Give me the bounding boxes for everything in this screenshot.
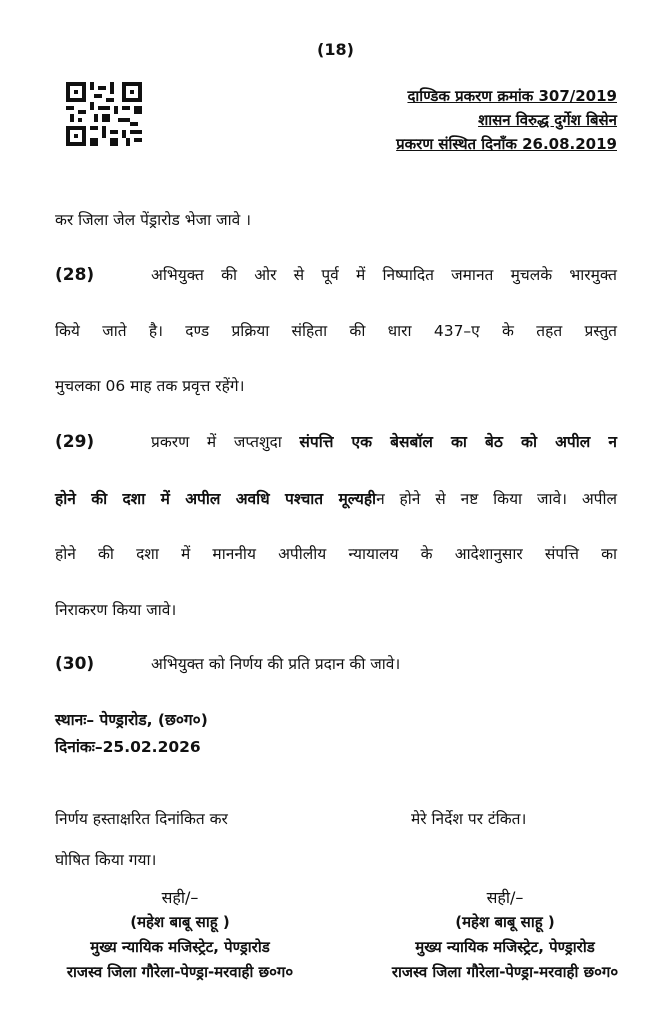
para-29-line-2 [55, 487, 617, 509]
para-30-line-1 [55, 652, 400, 674]
declared-statement: घोषित किया गया। [55, 851, 157, 869]
para-text: न होने से नष्ट किया जावे। अपील [376, 490, 617, 508]
case-parties: शासन विरुद्ध दुर्गेश बिसेन [478, 111, 617, 129]
signature-block-right [355, 885, 655, 985]
para-28-line-3: मुचलका 06 माह तक प्रवृत्त रहेंगे। [55, 377, 245, 395]
signatory-district: राजस्व जिला गौरेला-पेण्ड्रा-मरवाही छ०ग० [391, 963, 619, 981]
signed-statement: निर्णय हस्ताक्षरित दिनांकित कर [55, 810, 228, 828]
para-28-line-2: किये जाते है। दण्ड प्रक्रिया संहिता की धारा 437–ए के तहत प्रस्तुत [55, 322, 617, 340]
signatory-title: मुख्य न्यायिक मजिस्ट्रेट, पेण्ड्रारोड [415, 938, 595, 956]
signatory-name: (महेश बाबू साहू ) [130, 913, 230, 931]
case-number: दाण्डिक प्रकरण क्रमांक 307/2019 [407, 87, 617, 105]
date: दिनांकः–25.02.2026 [55, 738, 201, 756]
qr-code [66, 82, 142, 146]
para-29-line-1 [55, 430, 617, 452]
typed-statement: मेरे निर्देश पर टंकित। [411, 810, 527, 828]
case-instituted-date: प्रकरण संस्थित दिनाँक 26.08.2019 [396, 135, 617, 153]
signature-block-left [30, 885, 330, 985]
signatory-name: (महेश बाबू साहू ) [455, 913, 555, 931]
para-29-line-4: निराकरण किया जावे। [55, 601, 177, 619]
signature-mark: सही/– [161, 888, 199, 907]
para-text: प्रकरण में जप्तशुदा [151, 433, 300, 451]
body-line: कर जिला जेल पेंड्रारोड भेजा जावे । [55, 211, 252, 229]
signatory-district: राजस्व जिला गौरेला-पेण्ड्रा-मरवाही छ०ग० [66, 963, 294, 981]
signature-mark: सही/– [486, 888, 524, 907]
para-number: (28) [55, 265, 95, 285]
para-text: अभियुक्त को निर्णय की प्रति प्रदान की जावे। [151, 655, 401, 673]
signatory-title: मुख्य न्यायिक मजिस्ट्रेट, पेण्ड्रारोड [90, 938, 270, 956]
para-text-bold: होने की दशा में अपील अवधि पश्चात मूल्यही [55, 490, 377, 508]
case-header [396, 84, 617, 156]
place: स्थानः– पेण्ड्रारोड, (छ०ग०) [55, 711, 208, 729]
para-number: (30) [55, 654, 95, 674]
para-text-bold: संपत्ति एक बेसबॉल का बेठ को अपील न [299, 433, 617, 451]
page-number: (18) [317, 40, 354, 59]
para-text: अभियुक्त की ओर से पूर्व में निष्पादित जमानत मुचलके भारमुक्त [151, 266, 617, 284]
para-28-line-1 [55, 263, 617, 285]
para-29-line-3: होने की दशा में माननीय अपीलीय न्यायालय के आदेशानुसार संपत्ति का [55, 545, 617, 563]
para-number: (29) [55, 432, 95, 452]
